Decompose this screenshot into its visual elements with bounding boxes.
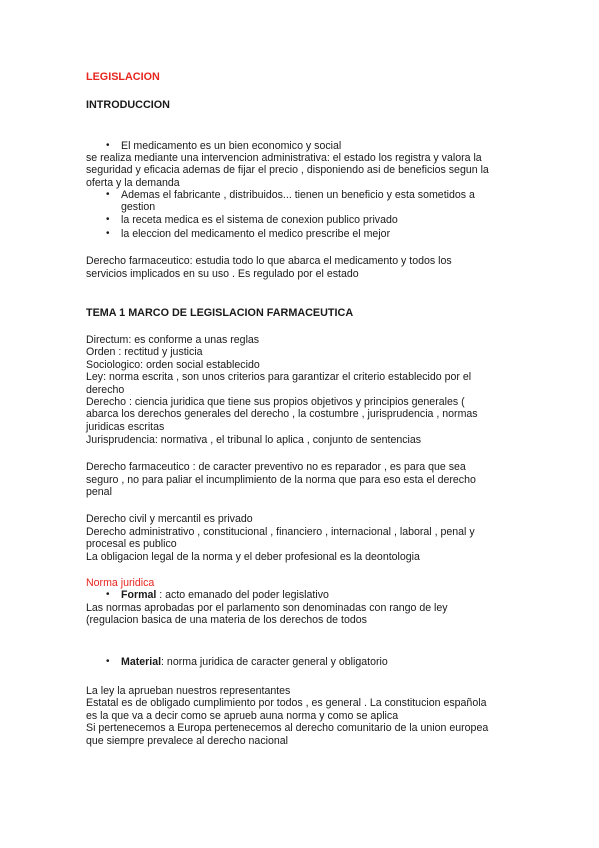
intro-para-2-line: servicios implicados en su uso . Es regulado por el estado [86,268,359,280]
intro-para-2-line: Derecho farmaceutico: estudia todo lo que abarca el medicamento y todos los [86,255,452,267]
bullet-icon: • [106,656,110,667]
bullet-icon: • [106,140,110,151]
formal-text: : acto emanado del poder legislativo [156,589,329,601]
tema1-def-line: Directum: es conforme a unas reglas [86,334,260,346]
tema1-civil-line: La obligacion legal de la norma y el deber profesional es la deontologia [86,551,420,563]
tema1-civil-line: Derecho civil y mercantil es privado [86,513,253,525]
intro-para-line: se realiza mediante una intervencion administrativa: el estado los registra y valora la [86,152,482,164]
intro-para-line: seguridad y eficacia ademas de fijar el precio , disponiendo asi de beneficios segun la [86,164,489,176]
norma-heading: Norma juridica [86,577,155,589]
bullet-icon: • [106,228,110,239]
tema1-farma-line: Derecho farmaceutico : de caracter preventivo no es reparador , es para que sea [86,461,466,473]
tema1-def-line: Jurisprudencia: normativa , el tribunal lo aplica , conjunto de sentencias [86,434,422,446]
tema1-def-line: Orden : rectitud y justicia [86,346,203,358]
tema1-def-line: derecho [86,384,125,396]
tema1-def-line: Sociologico: orden social establecido [86,359,260,371]
intro-heading: INTRODUCCION [86,99,170,111]
tema1-def-line: abarca los derechos generales del derecho , la costumbre , jurisprudencia , normas [86,408,478,420]
intro-bullet-2: Ademas el fabricante , distribuidos... tienen un beneficio y esta sometidos a [121,189,475,201]
bullet-icon: • [106,189,110,200]
tema1-farma-line: seguro , no para paliar el incumplimiento de la norma que para eso esta el derecho [86,474,476,486]
bullet-icon: • [106,214,110,225]
formal-label: Formal [121,589,157,601]
material-para-line: que siempre prevalece al derecho nacional [86,735,288,747]
formal-para-line: (regulacion basica de una materia de los derechos de todos [86,614,367,626]
formal-para-line: Las normas aprobadas por el parlamento son denominadas con rango de ley [86,602,448,614]
tema1-def-line: Ley: norma escrita , son unos criterios para garantizar el criterio establecido por el [86,371,472,383]
material-para-line: La ley la aprueban nuestros representantes [86,685,291,697]
tema1-def-line: juridicas escritas [86,421,165,433]
document-title: LEGISLACION [86,71,160,83]
material-para-line: Si pertenecemos a Europa pertenecemos al derecho comunitario de la union europea [86,722,489,734]
formal-item [121,589,329,601]
tema1-civil-line: Derecho administrativo , constitucional , financiero , internacional , laboral , penal y [86,526,475,538]
tema1-def-line: Derecho : ciencia juridica que tiene sus propios objetivos y principios generales ( [86,396,465,408]
intro-bullet-2-cont: gestion [121,201,156,213]
material-item [121,656,388,668]
intro-bullet-1: El medicamento es un bien economico y social [121,140,342,152]
material-para-line: Estatal es de obligado cumplimiento por todos , es general . La constitucion española [86,697,487,709]
intro-bullet-3: la receta medica es el sistema de conexion publico privado [121,214,398,226]
tema1-heading: TEMA 1 MARCO DE LEGISLACION FARMACEUTICA [86,307,354,319]
tema1-civil-line: procesal es publico [86,538,177,550]
material-para-line: es la que va a decir como se aprueb auna norma y como se aplica [86,710,399,722]
material-text: : norma juridica de caracter general y obligatorio [161,656,388,668]
intro-bullet-4: la eleccion del medicamento el medico prescribe el mejor [121,228,391,240]
tema1-farma-line: penal [86,486,112,498]
bullet-icon: • [106,589,110,600]
intro-para-line: oferta y la demanda [86,177,180,189]
material-label: Material [121,656,162,668]
